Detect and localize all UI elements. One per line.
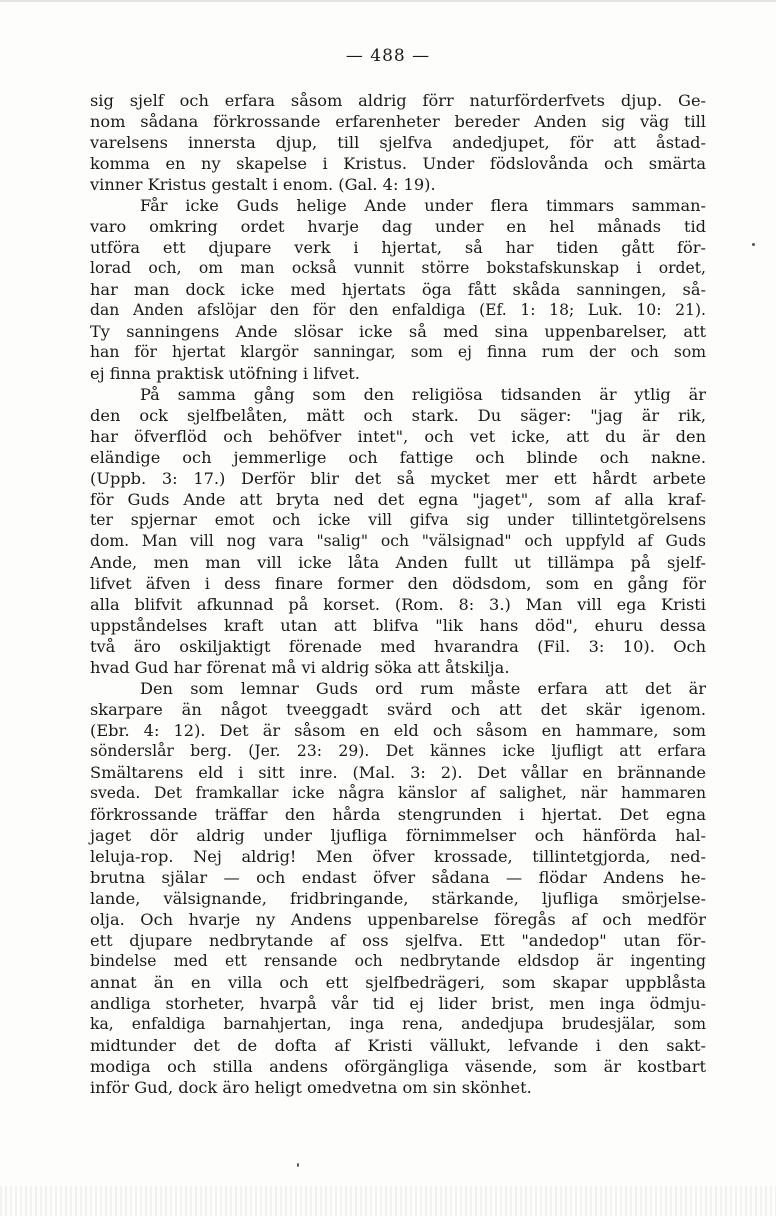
text-line: vinner Kristus gestalt i enom. (Gal. 4: 19).: [90, 175, 436, 194]
text-line: har öfverflöd och behöfver intet", och vet icke, att du är den: [90, 427, 706, 446]
text-line: för Guds Ande att bryta ned det egna "jaget", som af alla kraf-: [90, 490, 706, 509]
text-line: sveda. Det framkallar icke några känslor af salighet, när hammaren: [90, 784, 706, 802]
text-line: olja. Och hvarje ny Andens uppenbarelse föregås af och medför: [90, 910, 706, 929]
text-line: bindelse med ett rensande och nedbrytande eldsdop är ingenting: [90, 952, 706, 970]
text-line: förkrossande träffar den hårda stengrunden i hjertat. Det egna: [90, 805, 706, 824]
text-line: eländige och jemmerlige och fattige och blinde och nakne.: [90, 448, 706, 467]
body-text: [90, 90, 706, 1098]
text-line: han för hjertat klargör sanningar, som ej finna rum der och som: [90, 343, 706, 361]
ink-speck: [297, 1163, 299, 1167]
text-line: jaget dör aldrig under ljufliga förnimmelser och hänförda hal-: [90, 826, 706, 845]
text-line: Ty sanningens Ande slösar icke så med sina uppenbarelser, att: [90, 322, 706, 341]
text-line: (Uppb. 3: 17.) Derför blir det så mycket mer ett hårdt arbete: [90, 469, 706, 488]
text-line: sönderslår berg. (Jer. 23: 29). Det kännes icke ljufligt att erfara: [90, 742, 706, 760]
text-line: hvad Gud har förenat må vi aldrig söka att åtskilja.: [90, 658, 510, 677]
text-line: Smältarens eld i sitt inre. (Mal. 3: 2). Det vållar en brännande: [90, 763, 706, 782]
text-line: modiga och stilla andens oförgängliga väsende, som är kostbart: [90, 1057, 706, 1076]
text-line: andliga storheter, hvarpå vår tid ej lider brist, men inga ödmju-: [90, 994, 706, 1013]
text-line: två äro oskiljaktigt förenade med hvarandra (Fil. 3: 10). Och: [90, 637, 706, 656]
text-line: Den som lemnar Guds ord rum måste erfara att det är: [140, 679, 706, 698]
text-line: På samma gång som den religiösa tidsanden är ytlig är: [140, 385, 706, 404]
text-line: Får icke Guds helige Ande under flera timmars samman-: [140, 196, 706, 215]
text-line: uppståndelses kraft utan att blifva "lik hans död", ehuru dessa: [90, 616, 706, 635]
text-line: ej finna praktisk utöfning i lifvet.: [90, 364, 360, 383]
text-line: alla blifvit afkunnad på korset. (Rom. 8: 3.) Man vill ega Kristi: [90, 595, 706, 614]
text-line: Ande, men man vill icke låta Anden fullt ut tillämpa på sjelf-: [90, 553, 706, 572]
text-line: lorad och, om man också vunnit större bokstafskunskap i ordet,: [90, 259, 706, 277]
text-line: varo omkring ordet hvarje dag under en hel månads tid: [90, 217, 706, 236]
text-line: komma en ny skapelse i Kristus. Under födslovånda och smärta: [90, 154, 706, 173]
ink-speck: [752, 243, 755, 246]
text-line: har man dock icke med hjertats öga fått skåda sanningen, så-: [90, 280, 706, 299]
text-line: dom. Man vill nog vara "salig" och "välsignad" och uppfyld af Guds: [90, 532, 706, 550]
top-edge: [0, 0, 776, 2]
text-line: nom sådana förkrossande erfarenheter bereder Anden sig väg till: [90, 112, 706, 131]
text-line: lifvet äfven i dess finare former den dödsdom, som en gång för: [90, 574, 706, 593]
text-line: skarpare än något tveeggadt svärd och att det skär igenom.: [90, 700, 706, 719]
text-line: sig sjelf och erfara såsom aldrig förr naturförderfvets djup. Ge-: [90, 91, 706, 110]
text-line: (Ebr. 4: 12). Det är såsom en eld och såsom en hammare, som: [90, 721, 706, 740]
text-line: annat än en villa och ett sjelfbedrägeri, som skapar uppblåsta: [90, 973, 706, 992]
text-line: ka, enfaldiga barnahjertan, inga rena, andedjupa brudesjälar, som: [90, 1015, 706, 1033]
text-line: inför Gud, dock äro heligt omedvetna om sin skönhet.: [90, 1078, 532, 1097]
text-line: ett djupare nedbrytande af oss sjelfva. Ett "andedop" utan för-: [90, 931, 706, 950]
text-line: lande, välsignande, fridbringande, stärkande, ljufliga smörjelse-: [90, 889, 706, 908]
text-line: utföra ett djupare verk i hjertat, så har tiden gått för-: [90, 238, 706, 257]
text-line: ter spjernar emot och icke vill gifva sig under tillintetgörelsens: [90, 511, 706, 529]
text-line: leluja-rop. Nej aldrig! Men öfver krossade, tillintetgjorda, ned-: [90, 847, 706, 866]
page-number: — 488 —: [345, 46, 431, 66]
text-line: den ock sjelfbelåten, mätt och stark. Du säger: "jag är rik,: [90, 406, 706, 425]
text-line: brutna själar — och endast öfver sådana — flödar Andens he-: [90, 868, 706, 887]
text-line: dan Anden afslöjar den för den enfaldiga (Ef. 1: 18; Luk. 10: 21).: [90, 301, 706, 319]
bottom-edge-texture: [0, 1186, 776, 1216]
text-line: varelsens innersta djup, till sjelfva andedjupet, för att åstad-: [90, 133, 706, 152]
text-line: midtunder det de dofta af Kristi vällukt, lefvande i den sakt-: [90, 1036, 706, 1055]
